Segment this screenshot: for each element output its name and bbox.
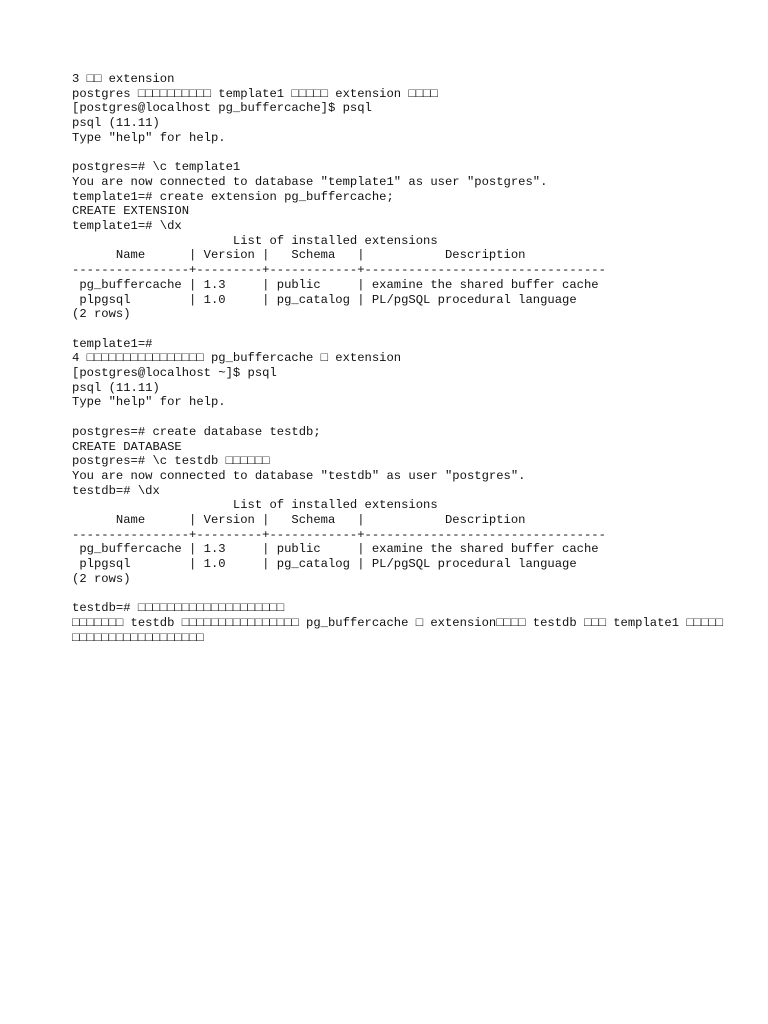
line-08: You are now connected to database "template1" as user "postgres". xyxy=(72,174,548,189)
line-04: psql (11.11) xyxy=(72,116,160,131)
line-09: template1=# create extension pg_buffercache; xyxy=(72,189,394,204)
document-page xyxy=(72,72,732,645)
line-36 xyxy=(72,587,732,602)
line-15: pg_buffercache | 1.3 | public | examine the shared buffer cache xyxy=(72,277,599,292)
line-28: You are now connected to database "testdb" as user "postgres". xyxy=(72,468,526,483)
line-31: Name | Version | Schema | Description xyxy=(72,513,526,528)
line-14: ----------------+---------+------------+--------------------------------- xyxy=(72,263,606,278)
line-30: List of installed extensions xyxy=(72,498,438,513)
line-07: postgres=# \c template1 xyxy=(72,160,241,175)
line-22: psql (11.11) xyxy=(72,380,160,395)
terminal-transcript xyxy=(72,72,732,645)
line-13: Name | Version | Schema | Description xyxy=(72,248,526,263)
line-19: template1=# xyxy=(72,336,153,351)
line-29: testdb=# \dx xyxy=(72,483,160,498)
line-10: CREATE EXTENSION xyxy=(72,204,190,219)
line-38: □□□□□□□ testdb □□□□□□□□□□□□□□□□ pg_buffercache □ extension□□□□ testdb □□□ template1 □□□□□ xyxy=(72,615,723,630)
line-23: Type "help" for help. xyxy=(72,395,226,410)
line-16: plpgsql | 1.0 | pg_catalog | PL/pgSQL procedural language xyxy=(72,292,577,307)
line-21: [postgres@localhost ~]$ psql xyxy=(72,366,277,381)
line-20: 4 □□□□□□□□□□□□□□□□ pg_buffercache □ extension xyxy=(72,351,402,366)
line-01: 3 □□ extension xyxy=(72,72,175,86)
line-35: (2 rows) xyxy=(72,571,131,586)
line-33: pg_buffercache | 1.3 | public | examine the shared buffer cache xyxy=(72,542,599,557)
line-26: CREATE DATABASE xyxy=(72,439,182,454)
line-05: Type "help" for help. xyxy=(72,130,226,145)
line-03: [postgres@localhost pg_buffercache]$ psql xyxy=(72,101,372,116)
line-17: (2 rows) xyxy=(72,307,131,322)
line-39: □□□□□□□□□□□□□□□□□□ xyxy=(72,630,204,645)
line-12: List of installed extensions xyxy=(72,233,438,248)
line-11: template1=# \dx xyxy=(72,219,182,234)
line-32: ----------------+---------+------------+--------------------------------- xyxy=(72,527,606,542)
line-34: plpgsql | 1.0 | pg_catalog | PL/pgSQL procedural language xyxy=(72,557,577,572)
line-06 xyxy=(72,146,732,161)
line-18 xyxy=(72,322,732,337)
line-24 xyxy=(72,410,732,425)
line-25: postgres=# create database testdb; xyxy=(72,424,321,439)
line-27: postgres=# \c testdb □□□□□□ xyxy=(72,454,270,469)
line-02: postgres □□□□□□□□□□ template1 □□□□□ extension □□□□ xyxy=(72,86,438,101)
line-37: testdb=# □□□□□□□□□□□□□□□□□□□□ xyxy=(72,601,285,616)
